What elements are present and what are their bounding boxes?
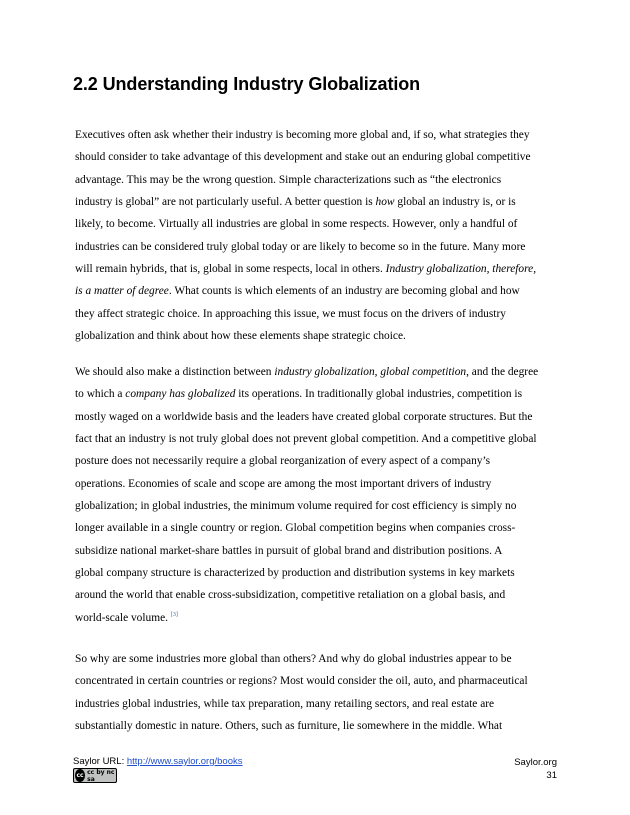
text-line: industries global industries, while tax preparation, many retailing sectors, and real estate are	[75, 697, 495, 710]
emphasis: industry globalization	[274, 366, 375, 378]
text-line: around the world that enable cross-subsidization, competitive retaliation on a global basis, and	[75, 589, 506, 602]
text-line: world-scale volume. [3]	[75, 611, 178, 624]
section-title: 2.2 Understanding Industry Globalization	[73, 74, 421, 94]
emphasis: company has globalized	[125, 388, 236, 401]
footer-source-label: Saylor URL:	[73, 756, 127, 767]
emphasis: is a matter of degree	[75, 285, 169, 298]
text-line: globalization and think about how these elements shape strategic choice.	[75, 330, 406, 343]
source-url-link[interactable]: http://www.saylor.org/books	[126, 756, 243, 767]
text-line: subsidize national market-share battles in pursuit of global brand and distribution positions. A	[75, 544, 503, 557]
page-number: 31	[546, 770, 557, 781]
emphasis: global competition	[380, 366, 467, 378]
paragraph-3	[75, 648, 565, 737]
footer-source	[73, 756, 243, 767]
text-line: substantially domestic in nature. Others, such as furniture, lie somewhere in the middle. What	[75, 720, 503, 733]
paragraph-2	[75, 361, 565, 629]
text-line: longer available in a single country or region. Global competition begins when companies cross-	[75, 522, 516, 535]
text-line: is a matter of degree. What counts is which elements of an industry are becoming global and how	[75, 285, 520, 298]
text-line: concentrated in certain countries or regions? Most would consider the oil, auto, and pharmaceutical	[75, 675, 528, 688]
footer-site: Saylor.org	[514, 757, 557, 768]
text-line: So why are some industries more global than others? And why do global industries appear to be	[75, 653, 512, 665]
text-line: should consider to take advantage of this development and stake out an enduring global competitive	[75, 151, 531, 164]
text-line: operations. Economies of scale and scope are among the most important drivers of industry	[75, 477, 492, 490]
text-line: Executives often ask whether their industry is becoming more global and, if so, what strategies they	[75, 129, 530, 141]
emphasis: Industry globalization, therefore,	[385, 263, 537, 276]
text-line: they affect strategic choice. In approaching this issue, we must focus on the drivers of industry	[75, 307, 506, 320]
text-line: to which a company has globalized its operations. In traditionally global industries, competition is	[75, 388, 523, 401]
footer-right	[514, 756, 557, 782]
text-line: likely, to become. Virtually all industries are global in some respects. However, only a handful of	[75, 218, 518, 231]
text-line: industries can be considered truly global today or are likely to become so in the future. Many more	[75, 240, 526, 253]
text-line: will remain hybrids, that is, global in some respects, local in others. Industry globalization, therefore,	[75, 263, 537, 276]
text-line: global company structure is characterized by production and distribution systems in key markets	[75, 567, 515, 580]
cc-license-icon	[73, 768, 117, 783]
text-line: fact that an industry is not truly global does not prevent global competition. And a competitive global	[75, 433, 537, 446]
paragraph-1	[75, 124, 565, 347]
emphasis: how	[375, 196, 395, 209]
cc-logo-icon: cc	[75, 769, 85, 782]
text-line: We should also make a distinction between industry globalization, global competition, and the degree	[75, 366, 539, 378]
license-terms: cc by nc sa	[87, 768, 115, 783]
text-line: globalization; in global industries, the minimum volume required for cost efficiency is simply no	[75, 500, 517, 513]
footnote-link[interactable]: [3]	[170, 611, 178, 618]
text-line: posture does not necessarily require a global reorganization of every aspect of a company’s	[75, 455, 491, 468]
text-line: advantage. This may be the wrong question. Simple characterizations such as “the electronics	[75, 173, 502, 186]
text-line: mostly waged on a worldwide basis and the leaders have created global corporate structures. But the	[75, 410, 533, 423]
text-line: industry is global” are not particularly useful. A better question is how global an industry is, or is	[75, 196, 516, 209]
